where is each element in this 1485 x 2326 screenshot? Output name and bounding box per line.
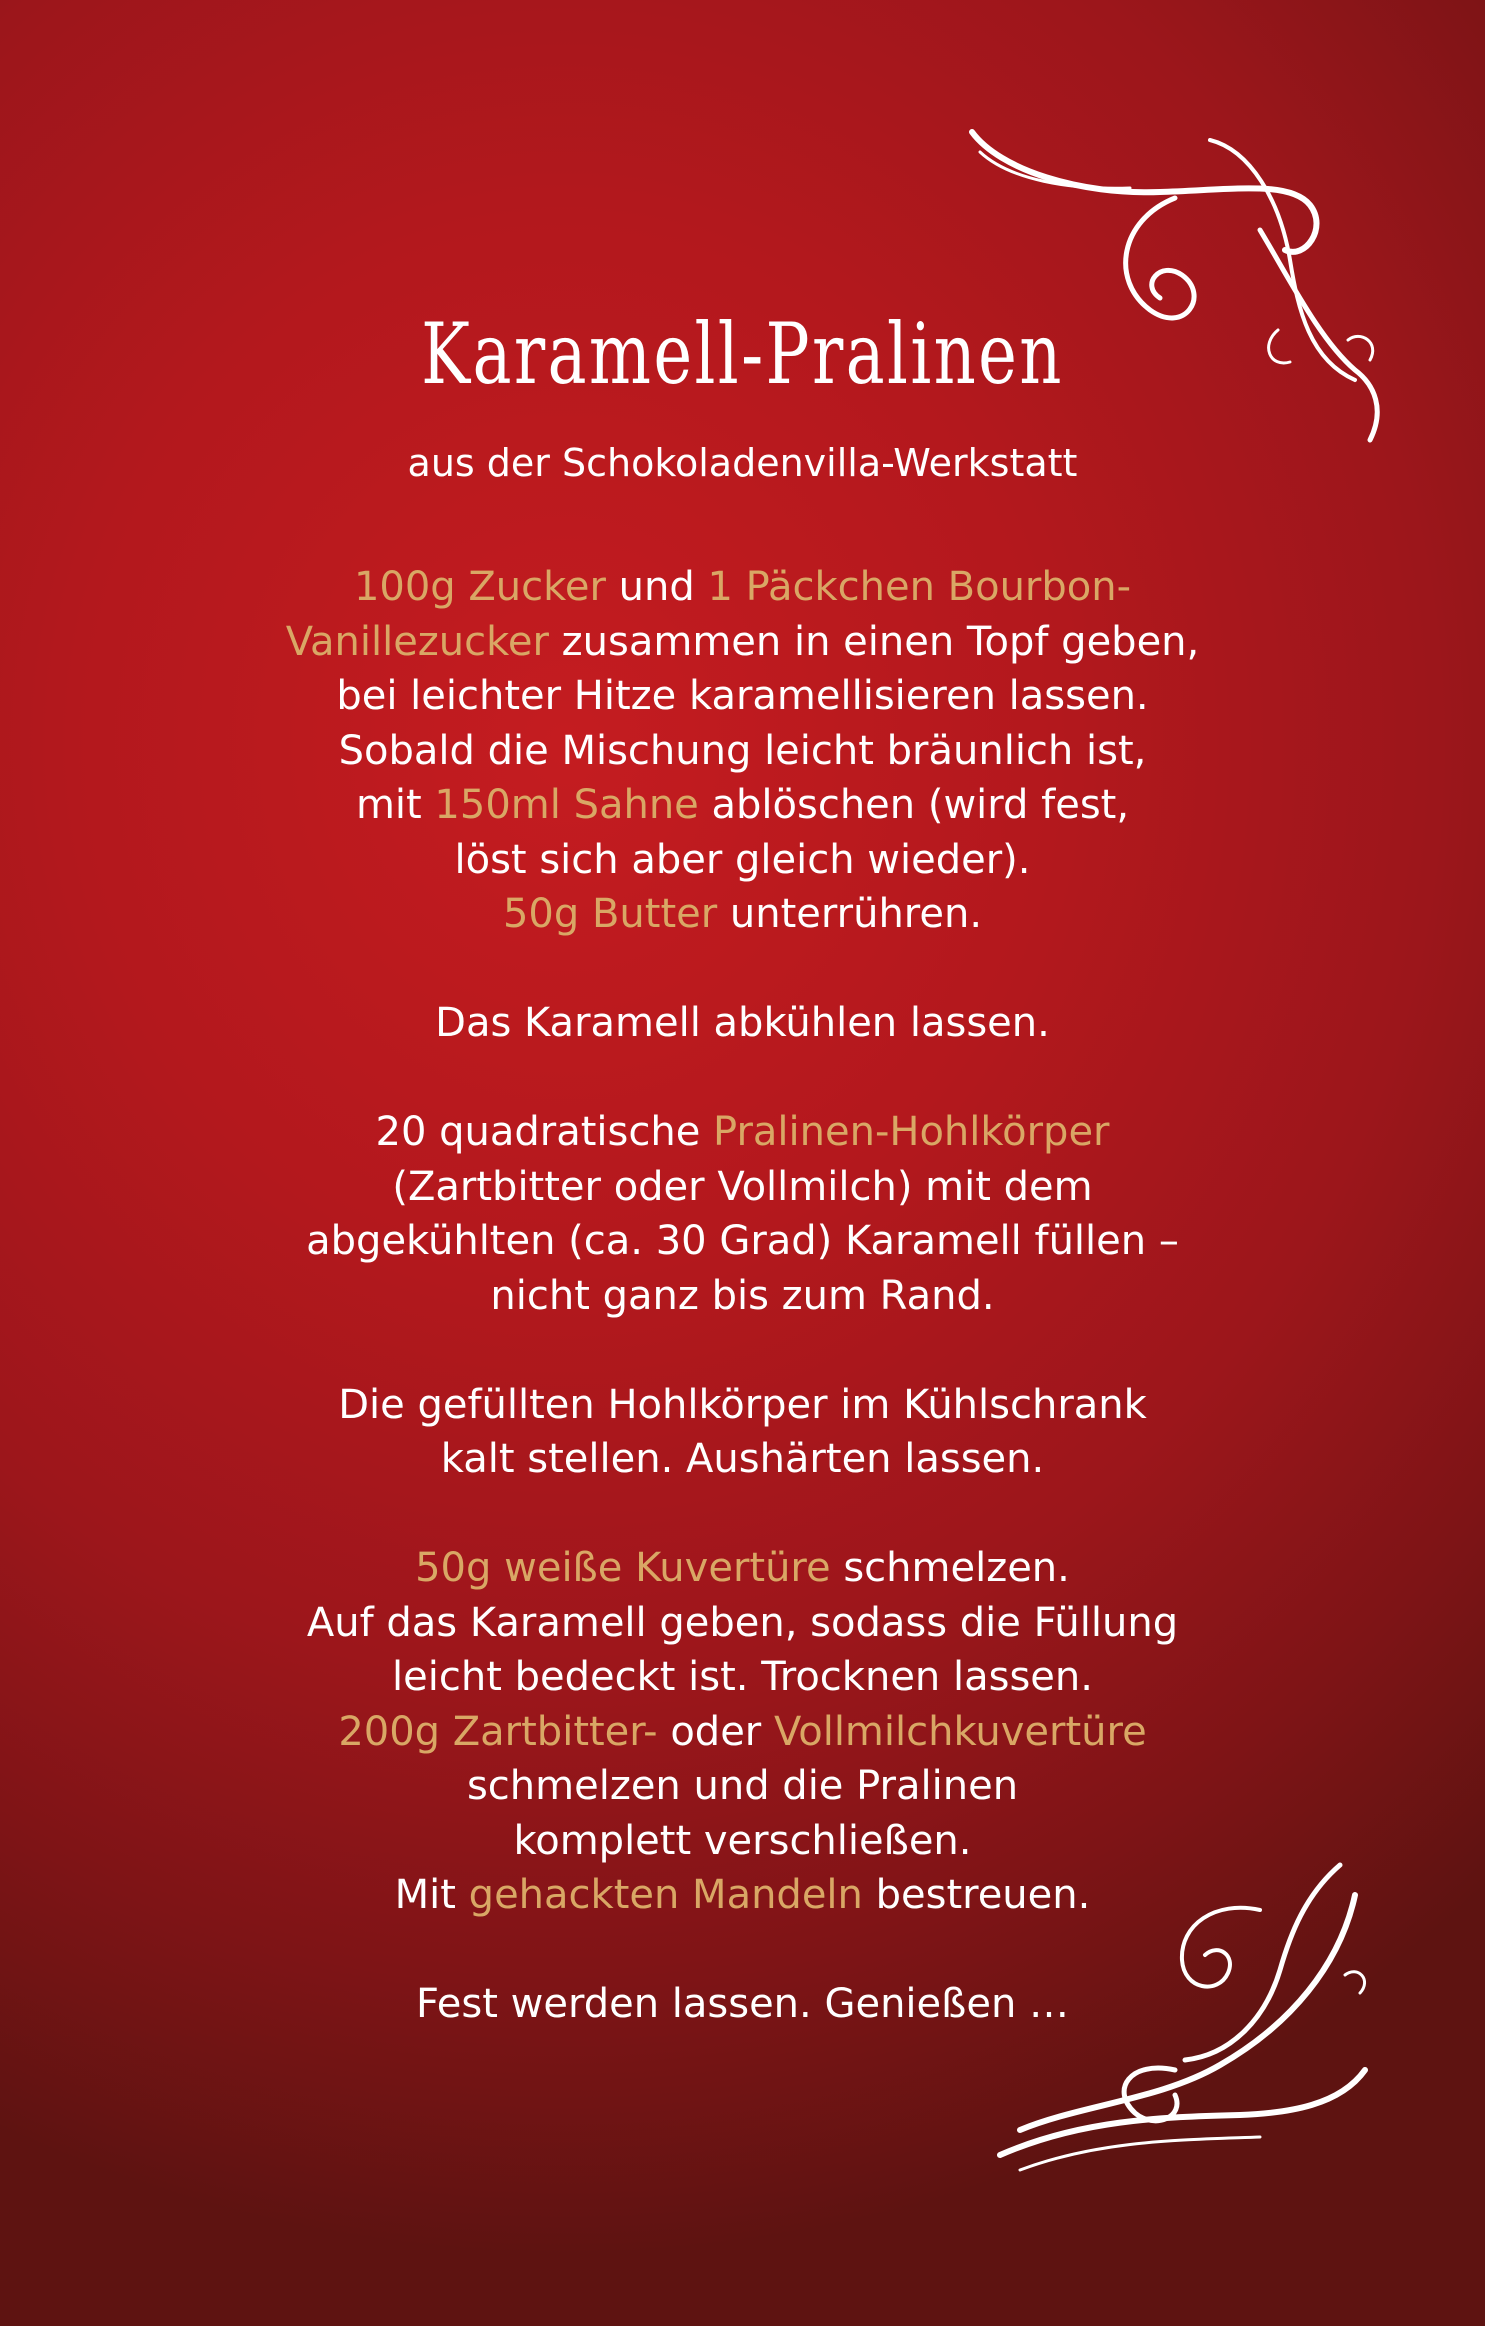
- recipe-subtitle: aus der Schokoladenvilla-Werkstatt: [407, 441, 1078, 485]
- ingredient-highlight: 150ml Sahne: [434, 782, 699, 828]
- recipe-line: [0, 1759, 1485, 1814]
- recipe-paragraph: [0, 560, 1485, 942]
- paragraph-gap: [0, 1487, 1485, 1542]
- ingredient-highlight: gehackten Mandeln: [468, 1872, 863, 1918]
- recipe-title: Karamell-Pralinen: [421, 305, 1064, 403]
- recipe-paragraph: [0, 996, 1485, 1051]
- recipe-line: [0, 996, 1485, 1051]
- recipe-line: [0, 1105, 1485, 1160]
- recipe-line: [0, 615, 1485, 670]
- recipe-line: [0, 1596, 1485, 1651]
- ingredient-highlight: Vanillezucker: [285, 618, 549, 665]
- instruction-text: schmelzen.: [830, 1545, 1070, 1591]
- recipe-line: [0, 887, 1485, 942]
- instruction-text: unterrühren.: [717, 891, 983, 937]
- ingredient-highlight: Pralinen-Hohlkörper: [713, 1109, 1110, 1155]
- instruction-text: löst sich aber gleich wieder).: [454, 836, 1031, 883]
- instruction-text: ablöschen (wird fest,: [698, 782, 1130, 828]
- ingredient-highlight: 50g Butter: [502, 891, 718, 937]
- ingredient-highlight: Vollmilchkuvertüre: [773, 1708, 1147, 1755]
- recipe-line: [0, 1160, 1485, 1215]
- instruction-text: bestreuen.: [862, 1872, 1091, 1918]
- paragraph-gap: [0, 1323, 1485, 1378]
- instruction-text: schmelzen und die Pralinen: [466, 1763, 1019, 1809]
- recipe-line: [0, 833, 1485, 888]
- recipe-line: [0, 669, 1485, 724]
- instruction-text: oder: [657, 1708, 774, 1755]
- ingredient-highlight: 50g weiße Kuvertüre: [415, 1545, 831, 1591]
- paragraph-gap: [0, 1051, 1485, 1106]
- recipe-line: [0, 778, 1485, 833]
- recipe-line: [0, 1378, 1485, 1433]
- recipe-instructions: [0, 560, 1485, 2032]
- instruction-text: abgekühlten (ca. 30 Grad) Karamell füllen –: [306, 1218, 1179, 1264]
- instruction-text: leicht bedeckt ist. Trocknen lassen.: [392, 1654, 1093, 1700]
- ingredient-highlight: 100g Zucker: [353, 564, 606, 610]
- instruction-text: (Zartbitter oder Vollmilch) mit dem: [392, 1163, 1093, 1210]
- recipe-line: [0, 1269, 1485, 1324]
- instruction-text: Fest werden lassen. Genießen …: [415, 1981, 1070, 2027]
- instruction-text: zusammen in einen Topf geben,: [548, 618, 1200, 665]
- instruction-text: bei leichter Hitze karamellisieren lassen.: [336, 673, 1149, 719]
- recipe-line: [0, 1214, 1485, 1269]
- instruction-text: Mit: [394, 1872, 469, 1918]
- recipe-line: [0, 1650, 1485, 1705]
- recipe-line: [0, 1705, 1485, 1760]
- recipe-paragraph: [0, 1105, 1485, 1323]
- recipe-line: [0, 1432, 1485, 1487]
- recipe-line: [0, 1541, 1485, 1596]
- instruction-text: Die gefüllten Hohlkörper im Kühlschrank: [338, 1381, 1147, 1428]
- ingredient-highlight: 200g Zartbitter-: [338, 1708, 658, 1755]
- flourish-bottom-right-icon: [960, 1855, 1400, 2185]
- ingredient-highlight: 1 Päckchen Bourbon-: [707, 564, 1132, 610]
- instruction-text: Auf das Karamell geben, sodass die Füllung: [306, 1599, 1179, 1646]
- instruction-text: und: [605, 564, 708, 610]
- instruction-text: kalt stellen. Aushärten lassen.: [440, 1436, 1045, 1482]
- instruction-text: nicht ganz bis zum Rand.: [490, 1272, 995, 1319]
- recipe-paragraph: [0, 1378, 1485, 1487]
- paragraph-gap: [0, 942, 1485, 997]
- instruction-text: 20 quadratische: [375, 1109, 714, 1155]
- instruction-text: mit: [355, 782, 435, 828]
- instruction-text: Sobald die Mischung leicht bräunlich ist,: [338, 727, 1147, 774]
- recipe-line: [0, 724, 1485, 779]
- flourish-top-right-icon: [960, 110, 1400, 470]
- instruction-text: komplett verschließen.: [513, 1817, 972, 1864]
- recipe-line: [0, 560, 1485, 615]
- instruction-text: Das Karamell abkühlen lassen.: [435, 1000, 1050, 1046]
